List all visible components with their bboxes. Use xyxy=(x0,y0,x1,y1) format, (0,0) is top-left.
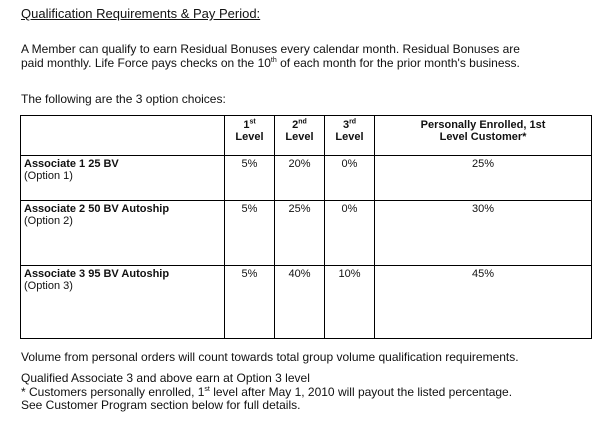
level-1-cell: 5% xyxy=(225,266,275,339)
table-row xyxy=(21,156,592,201)
level-3-cell: 10% xyxy=(325,266,375,339)
level-2-cell: 25% xyxy=(275,201,325,266)
options-intro: The following are the 3 option choices: xyxy=(21,92,226,106)
paragraph-line-1: A Member can qualify to earn Residual Bonuses every calendar month. Residual Bonuses are xyxy=(21,42,520,56)
customer-cell: 30% xyxy=(375,201,592,266)
header-level-2: 2nd Level xyxy=(275,116,325,156)
associate-name: Associate 1 25 BV xyxy=(24,158,119,170)
table-row xyxy=(21,201,592,266)
volume-note: Volume from personal orders will count towards total group volume qualification requirements. xyxy=(21,350,519,364)
level-1-cell: 5% xyxy=(225,156,275,201)
associate-name: Associate 2 50 BV Autoship xyxy=(24,203,170,215)
associate-cell xyxy=(21,266,225,339)
customer-footnote: * Customers personally enrolled, 1st level after May 1, 2010 will payout the listed percentage. xyxy=(21,385,513,399)
customer-cell: 25% xyxy=(375,156,592,201)
section-heading: Qualification Requirements & Pay Period: xyxy=(21,6,261,21)
associate-cell xyxy=(21,201,225,266)
associate-option: (Option 3) xyxy=(24,280,73,292)
associate-option: (Option 2) xyxy=(24,215,73,227)
level-3-cell: 0% xyxy=(325,201,375,266)
header-blank-cell xyxy=(21,116,225,156)
option-choices-table xyxy=(20,115,592,339)
paragraph-line-2-start: paid monthly. Life Force pays checks on the 10 xyxy=(21,56,271,70)
level-2-cell: 20% xyxy=(275,156,325,201)
qualified-note: Qualified Associate 3 and above earn at Option 3 level xyxy=(21,371,310,385)
customer-cell: 45% xyxy=(375,266,592,339)
associate-name: Associate 3 95 BV Autoship xyxy=(24,268,170,280)
header-customer: Personally Enrolled, 1st Level Customer* xyxy=(375,116,592,156)
level-2-cell: 40% xyxy=(275,266,325,339)
table-row xyxy=(21,266,592,339)
level-3-cell: 0% xyxy=(325,156,375,201)
pay-period-paragraph xyxy=(21,42,596,70)
table-header-row xyxy=(21,116,592,156)
paragraph-ordinal: th xyxy=(270,57,277,64)
header-level-3: 3rd Level xyxy=(325,116,375,156)
associate-option: (Option 1) xyxy=(24,170,73,182)
associate-cell xyxy=(21,156,225,201)
level-1-cell: 5% xyxy=(225,201,275,266)
see-details-note: See Customer Program section below for full details. xyxy=(21,398,301,412)
header-level-1: 1st Level xyxy=(225,116,275,156)
paragraph-line-2-end: of each month for the prior month's business. xyxy=(276,56,520,70)
